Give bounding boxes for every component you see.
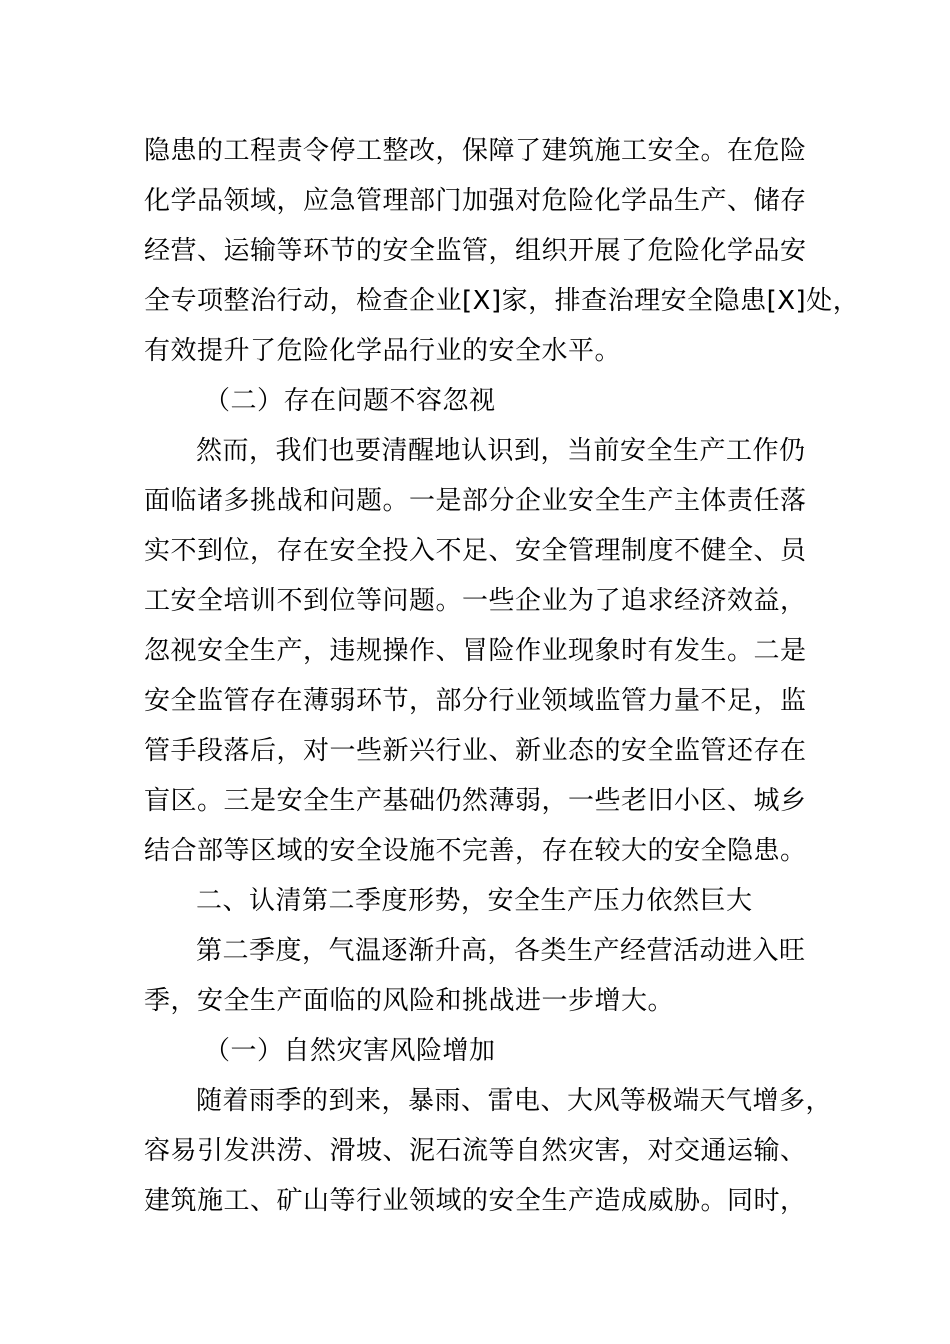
text-line: 建筑施工、矿山等行业领域的安全生产造成威胁。同时， bbox=[144, 1186, 807, 1216]
text-line: 全专项整治行动，检查企业[X]家，排查治理安全隐患[X]处， bbox=[144, 286, 860, 316]
text-line: 化学品领域，应急管理部门加强对危险化学品生产、储存 bbox=[144, 186, 807, 216]
text-line: 容易引发洪涝、滑坡、泥石流等自然灾害，对交通运输、 bbox=[144, 1136, 807, 1166]
text-line: 隐患的工程责令停工整改，保障了建筑施工安全。在危险 bbox=[144, 136, 807, 166]
section-heading: 二、认清第二季度形势，安全生产压力依然巨大 bbox=[196, 886, 753, 916]
section-heading: （二）存在问题不容忽视 bbox=[204, 386, 496, 416]
text-line: 忽视安全生产，违规操作、冒险作业现象时有发生。二是 bbox=[144, 636, 807, 666]
body-text bbox=[144, 126, 860, 1226]
text-line: 安全监管存在薄弱环节，部分行业领域监管力量不足，监 bbox=[144, 686, 807, 716]
text-line: 季，安全生产面临的风险和挑战进一步增大。 bbox=[144, 986, 675, 1016]
paragraph-start: 然而，我们也要清醒地认识到，当前安全生产工作仍 bbox=[196, 436, 806, 466]
text-line: 经营、运输等环节的安全监管，组织开展了危险化学品安 bbox=[144, 236, 807, 266]
text-line: 管手段落后，对一些新兴行业、新业态的安全监管还存在 bbox=[144, 736, 807, 766]
paragraph-start: 随着雨季的到来，暴雨、雷电、大风等极端天气增多， bbox=[196, 1086, 833, 1116]
text-line: 结合部等区域的安全设施不完善，存在较大的安全隐患。 bbox=[144, 836, 807, 866]
text-line: 盲区。三是安全生产基础仍然薄弱，一些老旧小区、城乡 bbox=[144, 786, 807, 816]
text-line: 面临诸多挑战和问题。一是部分企业安全生产主体责任落 bbox=[144, 486, 807, 516]
text-line: 有效提升了危险化学品行业的安全水平。 bbox=[144, 336, 622, 366]
paragraph-start: 第二季度，气温逐渐升高，各类生产经营活动进入旺 bbox=[196, 936, 806, 966]
text-line: 工安全培训不到位等问题。一些企业为了追求经济效益， bbox=[144, 586, 807, 616]
text-line: 实不到位，存在安全投入不足、安全管理制度不健全、员 bbox=[144, 536, 807, 566]
section-heading: （一）自然灾害风险增加 bbox=[204, 1036, 496, 1066]
